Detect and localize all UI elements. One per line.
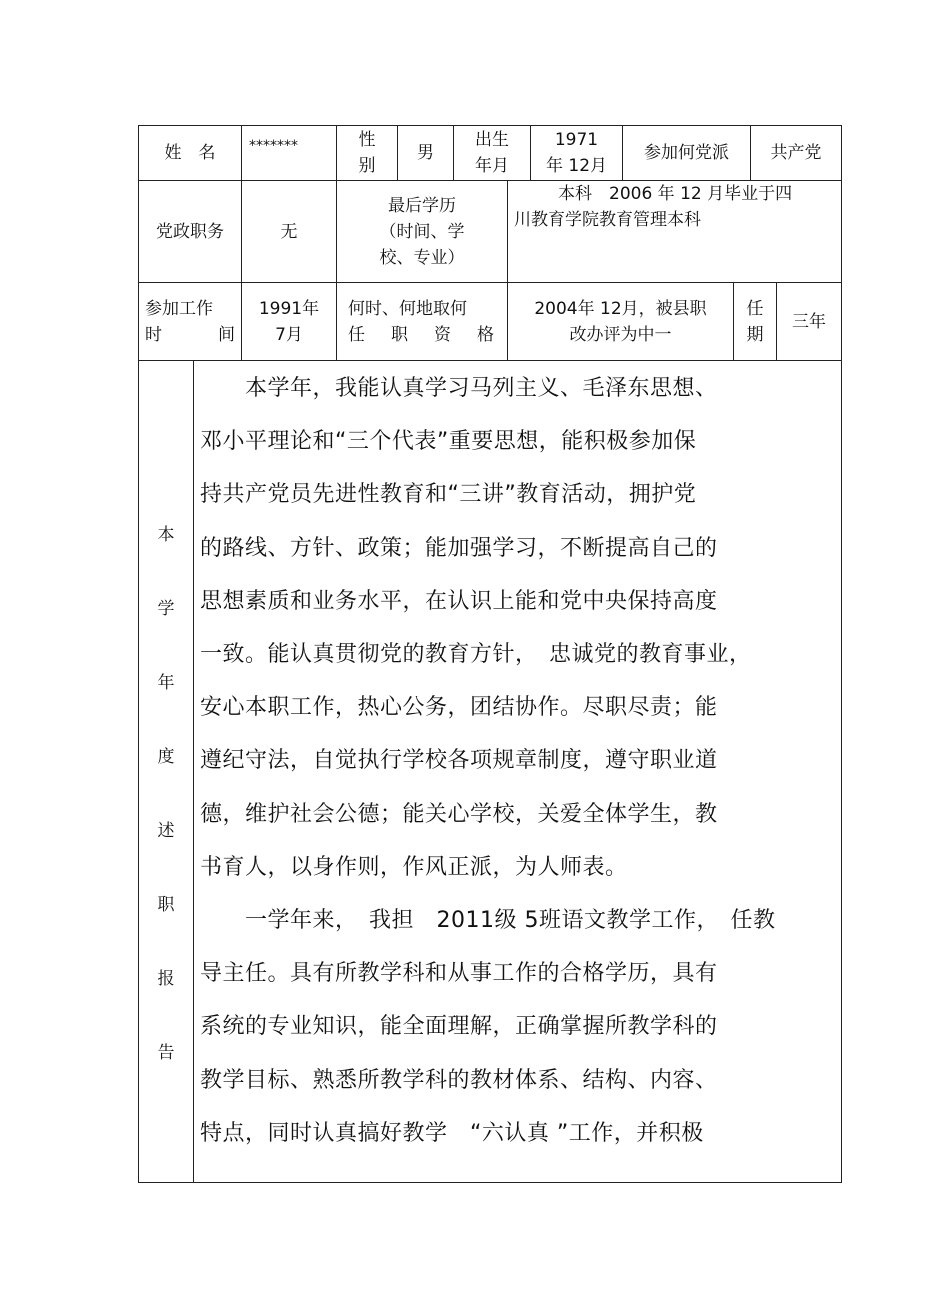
work-start-label-line: 参加工作 bbox=[145, 298, 213, 319]
qualification-label-line: 何时、何地取何 bbox=[348, 298, 467, 319]
post-label-text: 党政职务 bbox=[156, 221, 224, 242]
work-start-label bbox=[145, 283, 235, 360]
term-label bbox=[734, 283, 776, 360]
report-label-char: 述 bbox=[157, 821, 175, 841]
report-line: 教学目标、熟悉所教学科的教材体系、结构、内容、 bbox=[200, 1067, 718, 1093]
report-line: 的路线、方针、政策；能加强学习，不断提高自己的 bbox=[200, 535, 718, 561]
report-line: 遵纪守法，自觉执行学校各项规章制度，遵守职业道 bbox=[200, 748, 718, 774]
qualification-label bbox=[348, 283, 494, 360]
report-line: 邓小平理论和“三个代表”重要思想，能积极参加保 bbox=[200, 429, 697, 455]
report-line: 一学年来， 我担 2011级 5班语文教学工作， 任教 bbox=[200, 908, 776, 934]
report-line: 一致。能认真贯彻党的教育方针， 忠诚党的教育事业， bbox=[200, 642, 752, 668]
report-line: 本学年，我能认真学习马列主义、毛泽东思想、 bbox=[200, 376, 718, 401]
report-line: 安心本职工作，热心公务，团结协作。尽职尽责；能 bbox=[200, 695, 718, 721]
work-start-label-line: 时 间 bbox=[145, 324, 235, 345]
report-label-char: 告 bbox=[157, 1043, 175, 1063]
birth-value bbox=[531, 126, 622, 180]
education-value bbox=[514, 181, 840, 277]
cell-divider bbox=[241, 125, 242, 181]
term-label-line: 期 bbox=[746, 324, 764, 345]
birth-value-line: 1971 bbox=[554, 130, 599, 150]
report-label-char: 学 bbox=[157, 599, 175, 619]
education-value-line: 本科 2006 年 12 月毕业于四 bbox=[558, 184, 793, 204]
gender-label-line: 别 bbox=[358, 156, 376, 176]
gender-value-text: 男 bbox=[417, 143, 434, 163]
party-label-text: 参加何党派 bbox=[644, 143, 729, 163]
report-line: 书育人，以身作则，作风正派，为人师表。 bbox=[200, 854, 628, 880]
table-border bbox=[841, 125, 842, 1183]
education-value-line: 川教育学院教育管理本科 bbox=[514, 210, 701, 230]
work-start-value bbox=[242, 283, 336, 360]
qualification-label-line: 任 职 资 格 bbox=[348, 324, 494, 345]
term-value-text: 三年 bbox=[792, 311, 826, 332]
party-value bbox=[751, 126, 841, 180]
work-start-value-line: 7月 bbox=[275, 324, 303, 345]
name-label-text: 姓 名 bbox=[164, 143, 216, 163]
report-label-char: 职 bbox=[157, 895, 175, 915]
birth-label bbox=[454, 126, 530, 180]
cell-divider bbox=[507, 180, 508, 283]
party-value-text: 共产党 bbox=[770, 143, 822, 163]
education-label bbox=[337, 181, 507, 282]
birth-label-line: 年月 bbox=[475, 156, 509, 176]
post-label bbox=[139, 181, 241, 282]
education-label-line: 校、专业） bbox=[379, 247, 465, 268]
education-label-line: （时间、学 bbox=[379, 221, 465, 242]
report-line: 特点，同时认真搞好教学 “六认真 ”工作，并积极 bbox=[200, 1120, 704, 1146]
report-label-char: 年 bbox=[157, 673, 175, 693]
term-value bbox=[777, 283, 841, 360]
cell-divider bbox=[193, 360, 194, 1183]
report-body bbox=[200, 362, 840, 1160]
cell-divider bbox=[336, 282, 337, 361]
report-line: 持共产党员先进性教育和“三讲”教育活动，拥护党 bbox=[200, 482, 697, 508]
education-label-line: 最后学历 bbox=[388, 195, 456, 216]
post-value-text: 无 bbox=[280, 221, 298, 242]
term-label-line: 任 bbox=[746, 298, 764, 319]
party-label bbox=[623, 126, 750, 180]
gender-label-line: 性 bbox=[358, 130, 376, 150]
gender-label bbox=[337, 126, 397, 180]
report-line: 德，维护社会公德；能关心学校，关爱全体学生，教 bbox=[200, 801, 718, 827]
qualification-value-line: 2004年 12月，被县职 bbox=[534, 298, 707, 319]
table-border bbox=[138, 1182, 842, 1183]
qualification-value-line: 改办评为中一 bbox=[569, 324, 672, 345]
name-value bbox=[249, 126, 335, 166]
report-line: 导主任。具有所教学科和从事工作的合格学历，具有 bbox=[200, 961, 718, 987]
work-start-value-line: 1991年 bbox=[258, 298, 320, 319]
name-value-text: ******* bbox=[249, 138, 298, 154]
report-label-char: 度 bbox=[157, 747, 175, 767]
report-label-char: 本 bbox=[157, 525, 175, 545]
birth-value-line: 年 12月 bbox=[545, 156, 608, 176]
report-label-char: 报 bbox=[157, 969, 175, 989]
qualification-value bbox=[508, 283, 733, 360]
gender-value bbox=[398, 126, 453, 180]
report-line: 系统的专业知识，能全面理解，正确掌握所教学科的 bbox=[200, 1014, 718, 1040]
birth-label-line: 出生 bbox=[475, 130, 509, 150]
report-line: 思想素质和业务水平，在认识上能和党中央保持高度 bbox=[200, 588, 718, 614]
post-value bbox=[242, 181, 336, 282]
report-label bbox=[139, 360, 193, 1182]
name-label bbox=[139, 126, 241, 180]
